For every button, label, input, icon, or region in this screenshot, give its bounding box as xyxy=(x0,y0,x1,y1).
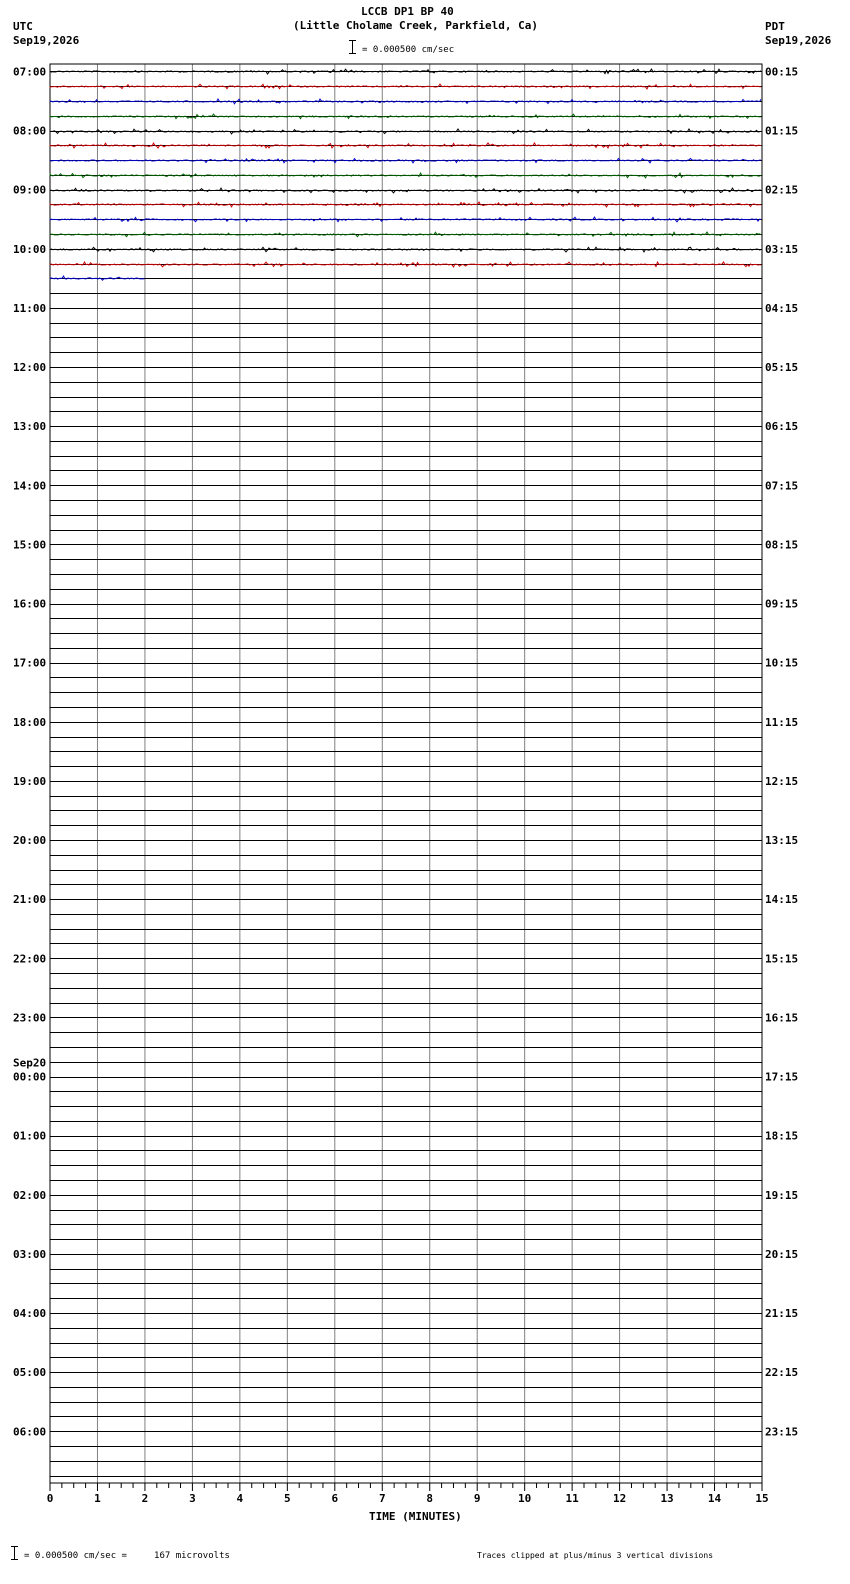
x-tick-label: 3 xyxy=(189,1492,196,1505)
utc-hour-label: 13:00 xyxy=(13,420,47,434)
pdt-hour-label: 01:15 xyxy=(765,124,799,138)
pdt-hour-label: 14:15 xyxy=(765,893,799,907)
x-tick-label: 6 xyxy=(331,1492,339,1505)
pdt-hour-label: 07:15 xyxy=(765,479,799,493)
utc-hour-label: 06:00 xyxy=(13,1425,47,1439)
utc-hour-label: 23:00 xyxy=(13,1011,47,1025)
right-timezone: PDT xyxy=(765,20,785,33)
clip-note: Traces clipped at plus/minus 3 vertical divisions xyxy=(477,1551,714,1560)
left-date: Sep19,2026 xyxy=(13,34,80,47)
scale-label: = 0.000500 cm/sec xyxy=(362,45,455,55)
utc-hour-label: 20:00 xyxy=(13,834,47,848)
pdt-hour-label: 12:15 xyxy=(765,774,799,788)
footer-scale-text: = 0.000500 cm/sec = 167 microvolts xyxy=(24,1551,230,1561)
utc-hour-label: 01:00 xyxy=(13,1129,47,1143)
utc-hour-label: 14:00 xyxy=(13,479,47,493)
x-tick-label: 9 xyxy=(473,1492,481,1505)
plot-frame xyxy=(50,64,762,1483)
pdt-hour-label: 21:15 xyxy=(765,1307,799,1321)
seismic-trace xyxy=(50,84,761,89)
utc-hour-label: 00:00 xyxy=(13,1070,47,1084)
pdt-hour-label: 10:15 xyxy=(765,656,799,670)
utc-hour-label: 03:00 xyxy=(13,1247,47,1261)
utc-hour-label: 10:00 xyxy=(13,242,47,256)
x-tick-label: 13 xyxy=(660,1492,674,1505)
x-tick-label: 10 xyxy=(518,1492,532,1505)
pdt-hour-label: 16:15 xyxy=(765,1011,799,1025)
seismic-trace xyxy=(50,188,761,193)
pdt-hour-label: 06:15 xyxy=(765,420,799,434)
x-tick-label: 4 xyxy=(236,1492,244,1505)
seismic-trace xyxy=(50,262,761,267)
x-tick-label: 8 xyxy=(426,1492,434,1505)
pdt-hour-label: 19:15 xyxy=(765,1188,799,1202)
seismic-trace xyxy=(50,129,761,134)
day-change-label: Sep20 xyxy=(13,1056,47,1070)
utc-hour-label: 09:00 xyxy=(13,183,47,197)
x-tick-label: 5 xyxy=(284,1492,291,1505)
utc-hour-label: 05:00 xyxy=(13,1366,47,1380)
pdt-hour-label: 15:15 xyxy=(765,952,799,966)
utc-hour-label: 08:00 xyxy=(13,124,47,138)
pdt-hour-label: 09:15 xyxy=(765,597,799,611)
utc-hour-label: 22:00 xyxy=(13,952,47,966)
x-tick-label: 12 xyxy=(612,1492,627,1505)
x-tick-label: 1 xyxy=(94,1492,101,1505)
pdt-hour-label: 18:15 xyxy=(765,1129,799,1143)
pdt-hour-label: 08:15 xyxy=(765,538,799,552)
pdt-hour-label: 20:15 xyxy=(765,1247,799,1261)
pdt-hour-label: 03:15 xyxy=(765,242,799,256)
x-tick-label: 14 xyxy=(707,1492,722,1505)
utc-hour-label: 15:00 xyxy=(13,538,47,552)
pdt-hour-label: 11:15 xyxy=(765,715,799,729)
footer-scale-bottom xyxy=(11,1559,18,1560)
utc-hour-label: 04:00 xyxy=(13,1307,47,1321)
x-axis-label: TIME (MINUTES) xyxy=(369,1510,462,1523)
x-tick-label: 7 xyxy=(378,1492,386,1505)
pdt-hour-label: 00:15 xyxy=(765,65,799,79)
utc-hour-label: 18:00 xyxy=(13,715,47,729)
pdt-hour-label: 05:15 xyxy=(765,361,799,375)
pdt-hour-label: 23:15 xyxy=(765,1425,799,1439)
x-tick-label: 15 xyxy=(755,1492,769,1505)
seismic-trace xyxy=(50,202,761,207)
seismic-trace xyxy=(50,69,761,74)
right-date: Sep19,2026 xyxy=(765,34,832,47)
footer-scale-icon xyxy=(14,1546,15,1560)
x-tick-label: 11 xyxy=(565,1492,579,1505)
left-timezone: UTC xyxy=(13,20,33,33)
utc-hour-label: 07:00 xyxy=(13,65,47,79)
utc-hour-label: 11:00 xyxy=(13,301,47,315)
pdt-hour-label: 02:15 xyxy=(765,183,799,197)
pdt-hour-label: 04:15 xyxy=(765,301,799,315)
pdt-hour-label: 13:15 xyxy=(765,834,799,848)
utc-hour-label: 17:00 xyxy=(13,656,47,670)
footer-scale-top xyxy=(11,1546,18,1547)
utc-hour-label: 02:00 xyxy=(13,1188,47,1202)
pdt-hour-label: 22:15 xyxy=(765,1366,799,1380)
chart-title: LCCB DP1 BP 40 xyxy=(361,5,454,18)
x-tick-label: 0 xyxy=(46,1492,54,1505)
utc-hour-label: 16:00 xyxy=(13,597,47,611)
utc-hour-label: 21:00 xyxy=(13,893,47,907)
pdt-hour-label: 17:15 xyxy=(765,1070,799,1084)
x-tick-label: 2 xyxy=(141,1492,149,1505)
utc-hour-label: 19:00 xyxy=(13,774,47,788)
chart-subtitle: (Little Cholame Creek, Parkfield, Ca) xyxy=(293,19,539,32)
utc-hour-label: 12:00 xyxy=(13,361,47,375)
